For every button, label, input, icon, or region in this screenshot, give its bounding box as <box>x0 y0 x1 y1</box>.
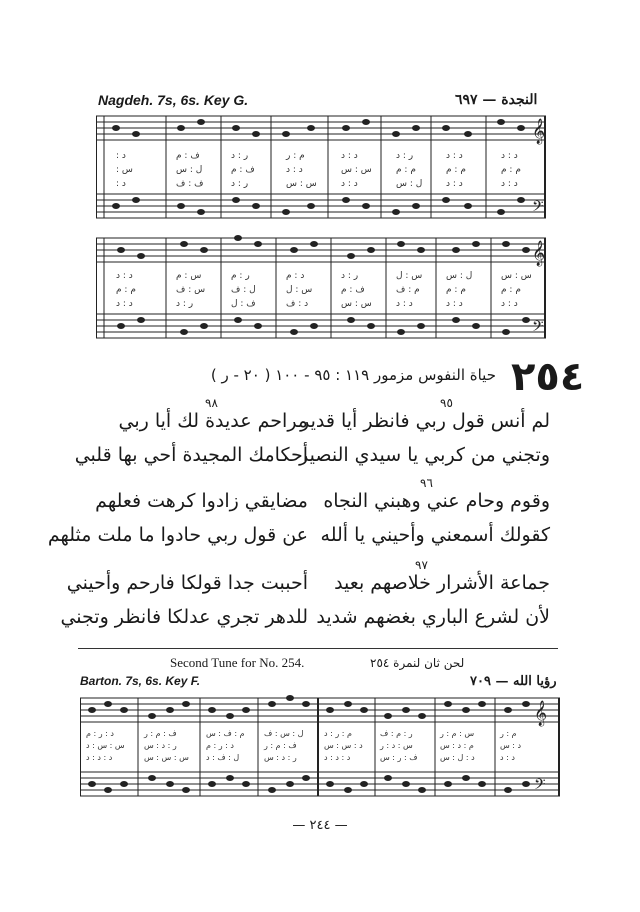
verse-left-line-5: أحببت جدا قولكا فارحم وأحيني <box>66 572 308 594</box>
svg-text:م : ف : س: م : ف : س <box>206 729 245 738</box>
svg-text:م : د : س: م : د : س <box>440 741 474 750</box>
svg-text:د : ل : س: د : ل : س <box>440 753 475 762</box>
svg-text:د : س: د : س <box>500 741 522 750</box>
svg-text:ف : م: ف : م <box>341 285 365 295</box>
tune1-header-left: Nagdeh. 7s, 6s. Key G. <box>98 92 249 108</box>
svg-text:د : د: د : د <box>501 299 518 309</box>
svg-text:س : د : ر: س : د : ر <box>380 741 413 750</box>
svg-text:س : ل: س : ل <box>396 271 423 281</box>
verse-left-line-4: عن قول ربي حادوا ما ملت مثلهم <box>47 524 308 546</box>
tune2-header-right: رؤيا الله — ٧٠٩ <box>470 674 557 689</box>
separator-rule <box>78 648 558 649</box>
svg-text:: د: : د <box>116 151 126 161</box>
svg-text:𝄢: 𝄢 <box>532 198 544 219</box>
svg-text:م : ر: م : ر <box>286 151 305 161</box>
svg-text:س : ل: س : ل <box>286 285 313 295</box>
svg-text:س : س: س : س <box>341 165 372 175</box>
svg-text:س : س: س : س <box>341 299 372 309</box>
svg-text:د : د: د : د <box>341 151 358 161</box>
hymn-number: ٢٥٤ <box>511 354 585 400</box>
svg-text:ف : م : ر: ف : م : ر <box>264 741 297 750</box>
second-tune-label-ar: لحن ثان لنمرة ٢٥٤ <box>370 656 465 670</box>
svg-text:س : ف: س : ف <box>176 285 206 295</box>
svg-text:د : د: د : د <box>446 299 463 309</box>
verse-number-98: ٩٨ <box>205 396 218 410</box>
svg-text:د : د : د: د : د : د <box>86 753 113 762</box>
tune2-header-left: Barton. 7s, 6s. Key F. <box>80 674 201 688</box>
svg-text:د : د: د : د <box>116 271 133 281</box>
verse-right-line-6: لأن لشرع الباري بغضهم شديد <box>316 606 550 628</box>
svg-text:د : س : س: د : س : س <box>324 741 363 750</box>
svg-text:د : م: د : م <box>286 271 305 281</box>
verse-left-line-3: مضايقي زادوا كرهت فعلهم <box>95 490 308 512</box>
svg-text:س : س : د: س : س : د <box>86 741 125 750</box>
svg-text:ل : س: ل : س <box>446 271 473 281</box>
svg-text:م : م: م : م <box>501 285 521 295</box>
svg-text:ر : د: ر : د <box>396 151 414 161</box>
svg-text:ر : د : س: ر : د : س <box>144 741 177 750</box>
svg-text:ل : س : ف: ل : س : ف <box>264 729 304 738</box>
svg-text:𝄞: 𝄞 <box>532 119 546 144</box>
svg-text:م : م: م : م <box>446 165 466 175</box>
svg-text:م : م: م : م <box>501 165 521 175</box>
svg-text:د : د: د : د <box>501 151 518 161</box>
svg-text:س : س: س : س <box>286 179 317 189</box>
svg-text:د : د: د : د <box>446 179 463 189</box>
verse-right-line-5: جماعة الأشرار خلاصهم بعيد <box>334 572 550 594</box>
svg-text:ف : ف: ف : ف <box>176 179 204 189</box>
svg-text:𝄞: 𝄞 <box>532 241 546 266</box>
svg-text:ر : د: ر : د <box>231 151 249 161</box>
verse-number-97: ٩٧ <box>415 558 428 572</box>
page-number: — ٢٤٤ — <box>292 818 348 833</box>
svg-text:ر : د : س: ر : د : س <box>264 753 297 762</box>
svg-text:م : ف: م : ف <box>396 285 420 295</box>
verse-number-95: ٩٥ <box>440 396 453 410</box>
svg-text:د : د: د : د <box>446 151 463 161</box>
svg-text:م : م: م : م <box>396 165 416 175</box>
svg-text:ر : د: ر : د <box>341 271 359 281</box>
svg-text:ر : د: ر : د <box>176 299 194 309</box>
svg-text:د : ف: د : ف <box>286 299 309 309</box>
svg-text:د : د: د : د <box>116 299 133 309</box>
svg-text:ر : م : ف: ر : م : ف <box>380 729 413 738</box>
svg-text:ر : د: ر : د <box>231 179 249 189</box>
svg-text:م : ر : د: م : ر : د <box>324 729 352 738</box>
svg-text:: س: : س <box>116 165 133 175</box>
verse-right-line-4: كقولك أسمعني وأحيني يا ألله <box>320 524 550 546</box>
svg-text:ف : ر : س: ف : ر : س <box>380 753 418 762</box>
music-system-3 <box>80 692 560 804</box>
svg-text:م : ر: م : ر <box>500 729 517 738</box>
tune1-header-right: النجدة — ٦٩٧ <box>455 92 538 108</box>
svg-text:ف : ل: ف : ل <box>231 299 256 309</box>
svg-text:ل : ف: ل : ف <box>231 285 256 295</box>
svg-text:د : د : د: د : د : د <box>324 753 351 762</box>
svg-text:س : م : ر: س : م : ر <box>440 729 475 738</box>
svg-text:𝄢: 𝄢 <box>532 318 544 339</box>
music-system-1 <box>96 112 546 224</box>
svg-text:م : م: م : م <box>446 285 466 295</box>
svg-text:د : د: د : د <box>341 179 358 189</box>
music-system-2 <box>96 234 546 344</box>
svg-text:د : د: د : د <box>286 165 303 175</box>
svg-text:د : د: د : د <box>501 179 518 189</box>
verse-number-96: ٩٦ <box>420 476 433 490</box>
svg-text:ف : م: ف : م <box>176 151 200 161</box>
svg-text:د : د: د : د <box>396 299 413 309</box>
svg-text:: د: : د <box>116 179 126 189</box>
svg-text:ل : ف : د: ل : ف : د <box>206 753 240 762</box>
svg-text:د : د: د : د <box>500 753 515 762</box>
hymn-title-line: حياة النفوس مزمور ١١٩ : ٩٥ - ١٠٠ ( ٢٠ - ر ) <box>210 366 496 384</box>
svg-text:س : س : س: س : س : س <box>144 753 189 762</box>
svg-text:د : ر : م: د : ر : م <box>206 741 234 750</box>
verse-right-line-1: لم أنس قول ربي فانظر أيا قدير <box>300 410 550 432</box>
verse-left-line-1: مراحم عديدة لك أيا ربي <box>118 410 308 432</box>
svg-text:ف : م: ف : م <box>231 165 255 175</box>
svg-text:ف : م : ر: ف : م : ر <box>144 729 177 738</box>
svg-text:ر : م: ر : م <box>231 271 250 281</box>
svg-text:س : س: س : س <box>501 271 532 281</box>
svg-text:𝄞: 𝄞 <box>534 701 548 726</box>
verse-right-line-3: وقوم وحام عني وهبني النجاه <box>323 490 550 512</box>
svg-text:ل : س: ل : س <box>176 165 203 175</box>
verse-right-line-2: وتجني من كربي يا سيدي النصير <box>299 444 550 466</box>
verse-left-line-2: أحكامك المجيدة أحي بها قلبي <box>74 444 308 466</box>
svg-text:س : م: س : م <box>176 271 202 281</box>
svg-text:ل : س: ل : س <box>396 179 423 189</box>
second-tune-label-en: Second Tune for No. 254. <box>170 655 305 670</box>
verse-left-line-6: للدهر تجري عدلكا فانظر وتجني <box>60 606 308 628</box>
svg-text:𝄢: 𝄢 <box>534 776 546 797</box>
svg-text:م : م: م : م <box>116 285 136 295</box>
svg-text:د : ر : م: د : ر : م <box>86 729 114 738</box>
